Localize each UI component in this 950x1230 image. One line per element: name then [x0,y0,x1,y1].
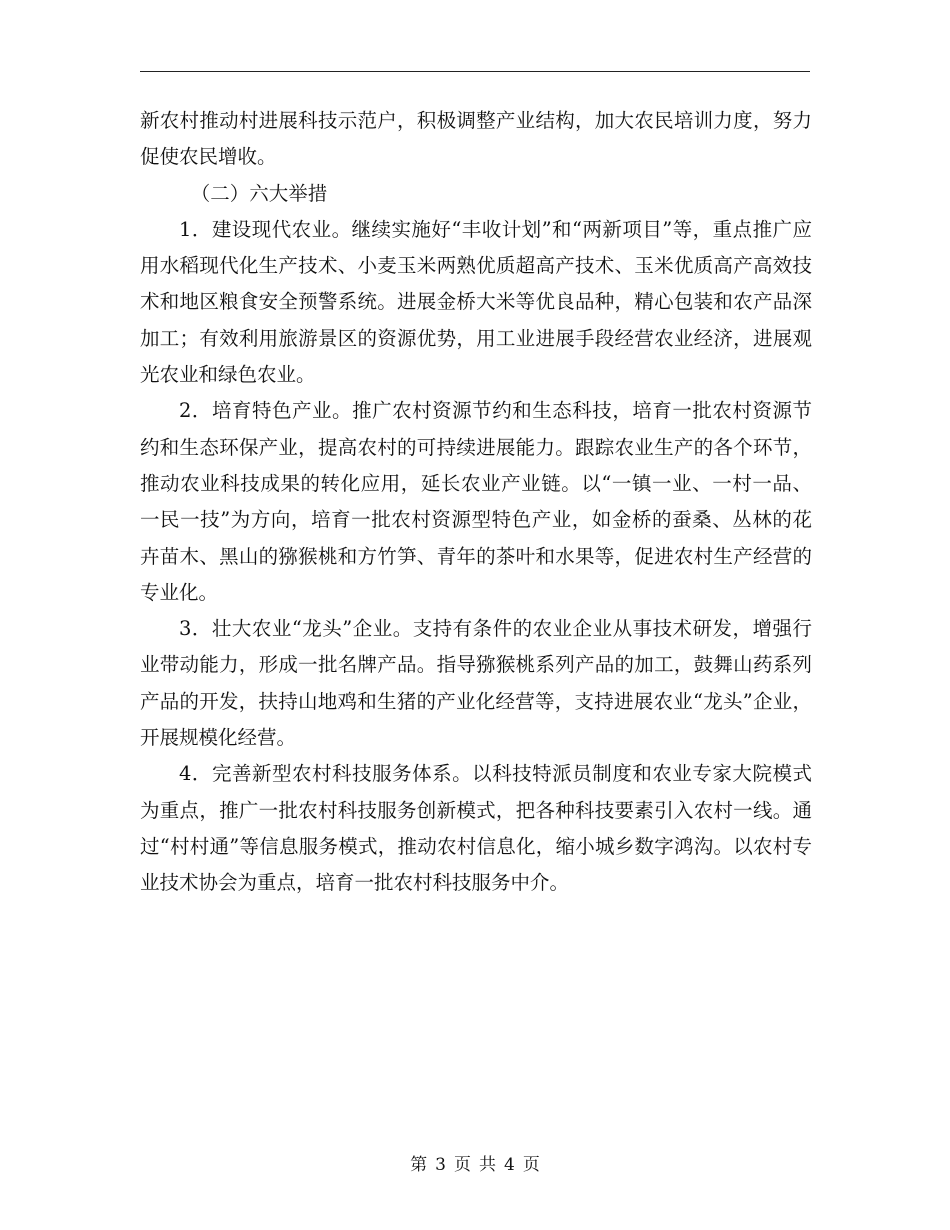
footer-prefix: 第 [410,1155,428,1175]
footer-current-page: 3 [435,1155,446,1175]
paragraph-continuation: 新农村推动村进展科技示范户，积极调整产业结构，加大农民培训力度，努力促使农民增收。 [140,109,812,169]
footer-total-word: 共 [479,1155,496,1175]
header-rule [140,71,810,72]
document-body [140,103,812,902]
page-footer [0,1153,950,1177]
paragraph-modern-agriculture: 1．建设现代农业。继续实施好“丰收计划”和“两新项目”等，重点推广应用水稻现代化生产技术、小麦玉米两熟优质超高产技术、玉米优质高产高效技术和地区粮食安全预警系统。进展金桥大米等优良品种，精心包装和农产品深加工；有效利用旅游景区的资源优势，用工业进展手段经营农业经济，进展观光农业和绿色农业。 [140,217,812,387]
footer-total-pages: 4 [504,1155,515,1175]
paragraph-leading-enterprises: 3．壮大农业“龙头”企业。支持有条件的农业企业从事技术研发，增强行业带动能力，形成一批名牌产品。指导猕猴桃系列产品的加工，鼓舞山药系列产品的开发，扶持山地鸡和生猪的产业化经营等，支持进展农业“龙头”企业，开展规模化经营。 [140,617,812,750]
section-heading-six-measures: （二）六大举措 [190,181,328,205]
paragraph-specialty-industry: 2．培育特色产业。推广农村资源节约和生态科技，培育一批农村资源节约和生态环保产业，提高农村的可持续进展能力。跟踪农业生产的各个环节，推动农业科技成果的转化应用，延长农业产业链。以“一镇一业、一村一品、一民一技”为方向，培育一批农村资源型特色产业，如金桥的蚕桑、丛林的花卉苗木、黑山的猕猴桃和方竹笋、青年的茶叶和水果等，促进农村生产经营的专业化。 [140,399,812,604]
paragraph-tech-service-system: 4．完善新型农村科技服务体系。以科技特派员制度和农业专家大院模式为重点，推广一批农村科技服务创新模式，把各种科技要素引入农村一线。通过“村村通”等信息服务模式，推动农村信息化，缩小城乡数字鸿沟。以农村专业技术协会为重点，培育一批农村科技服务中介。 [140,762,812,895]
footer-suffix: 页 [522,1155,540,1175]
footer-page-word: 页 [454,1155,471,1175]
